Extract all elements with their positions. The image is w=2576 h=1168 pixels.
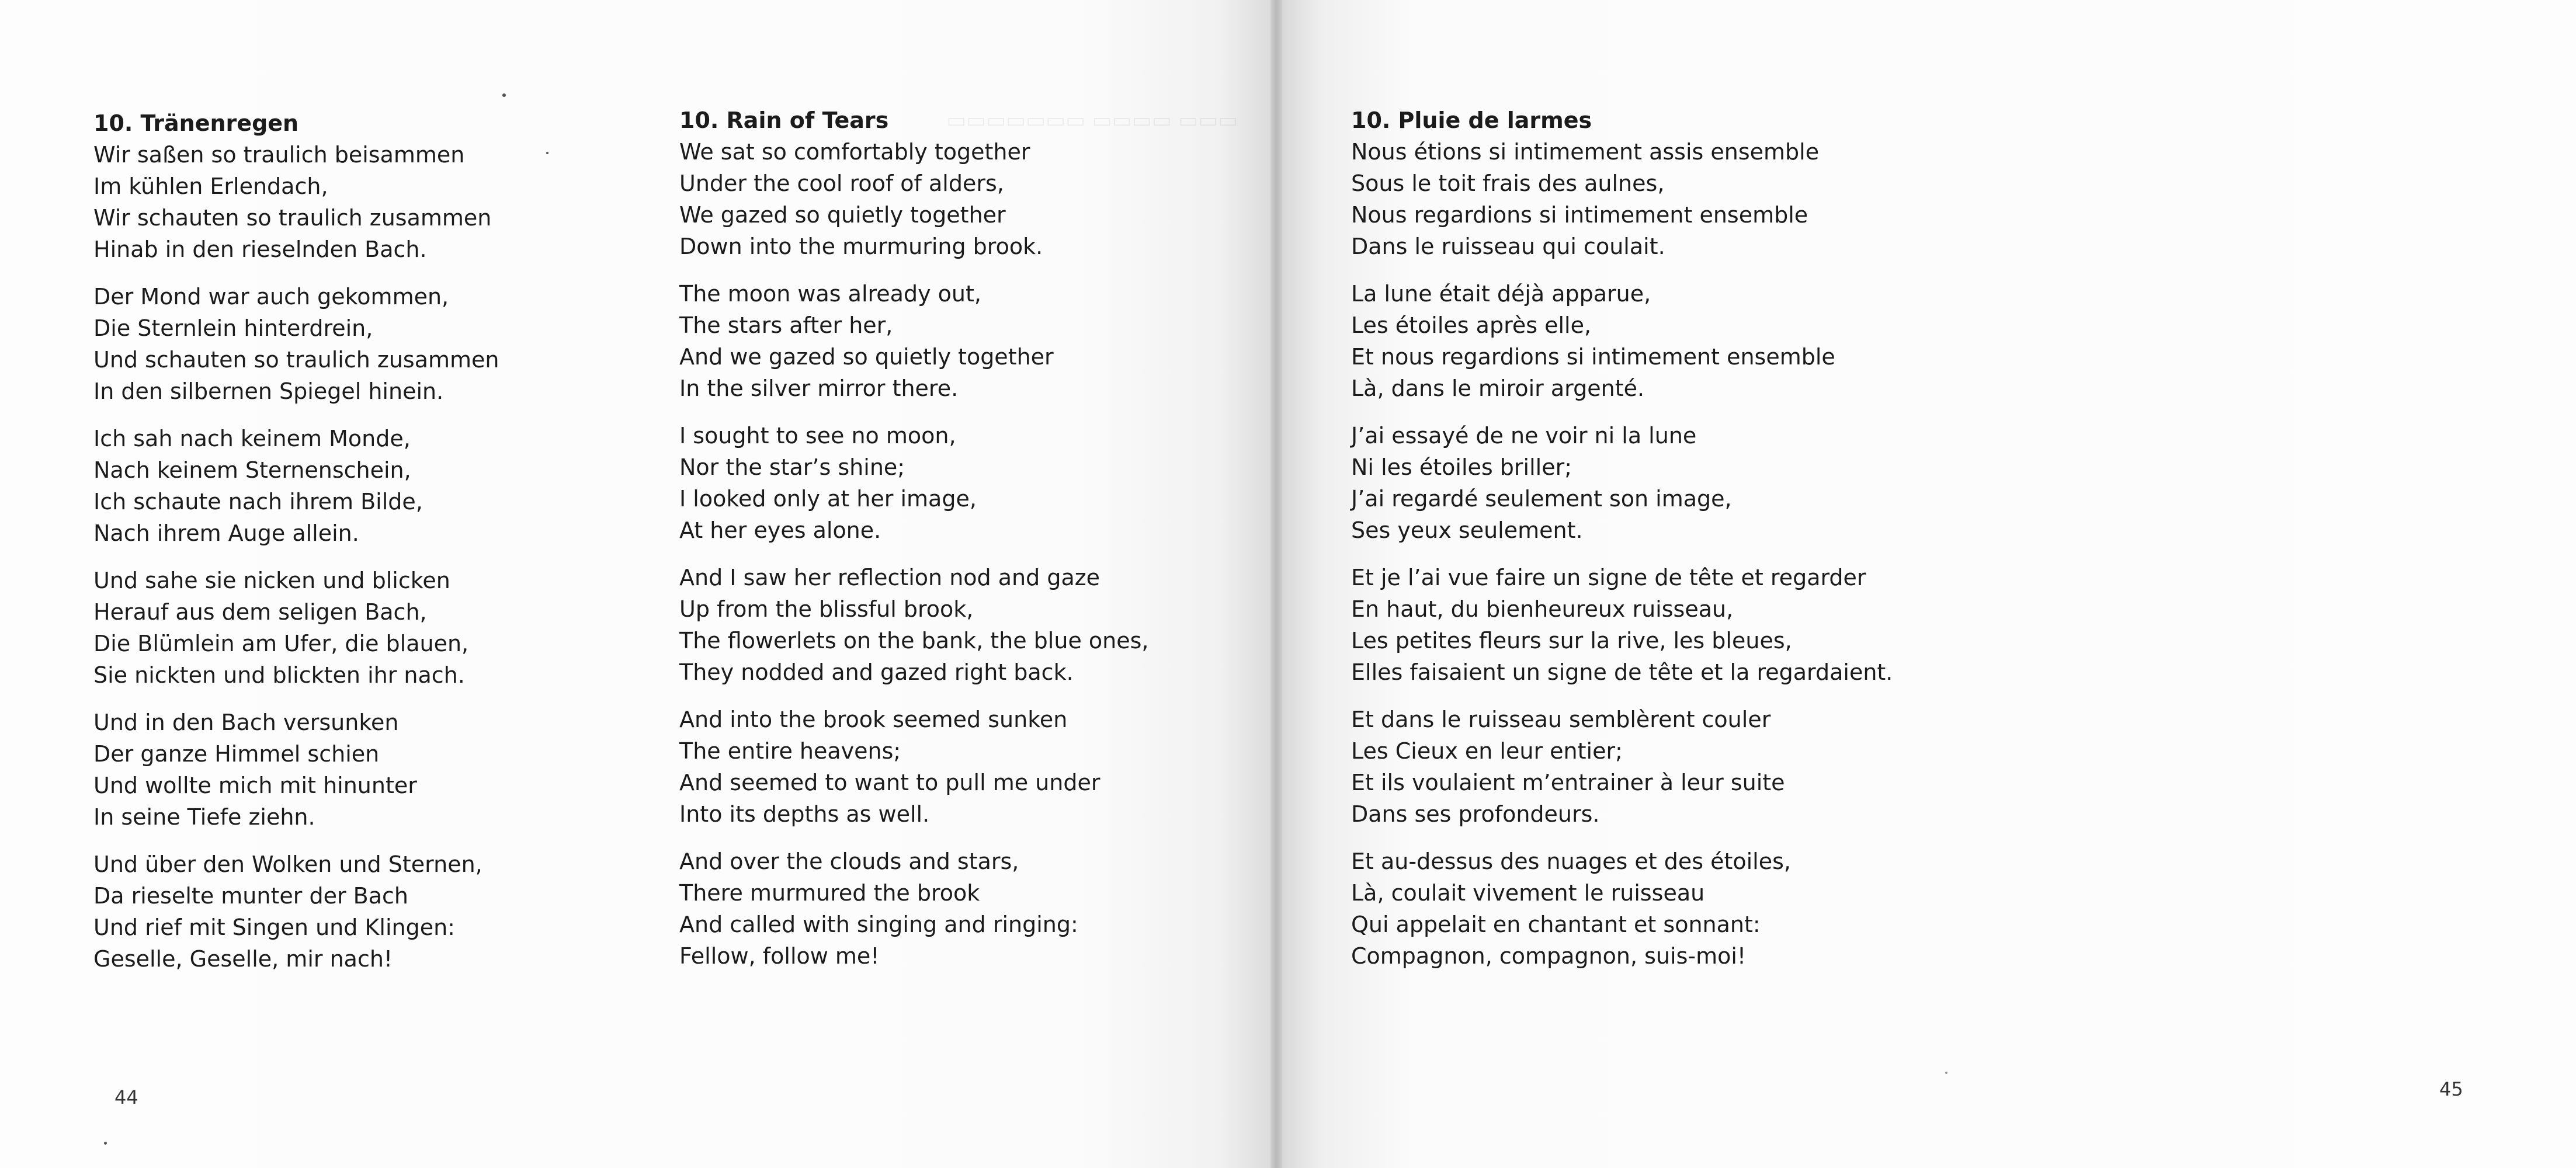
lyric-line: Nous étions si intimement assis ensemble (1351, 139, 1820, 165)
german-lyrics-column (93, 107, 499, 975)
french-lyrics-column (1351, 105, 1893, 972)
lyric-line: Fellow, follow me! (679, 943, 880, 969)
print-speck (104, 1142, 107, 1145)
lyric-line: Les petites fleurs sur la rive, les bleues, (1351, 628, 1792, 653)
lyric-line: Nach ihrem Auge allein. (93, 520, 359, 546)
german-stanza-5 (93, 707, 499, 833)
lyric-line: Les Cieux en leur entier; (1351, 738, 1623, 764)
bleed-through-text: ▭▭▭▭▭▭▭ ▭▭▭▭ ▭▭▭ (946, 109, 1238, 133)
lyric-line: The entire heavens; (679, 738, 901, 764)
lyric-line: And seemed to want to pull me under (679, 770, 1100, 795)
lyric-line: And we gazed so quietly together (679, 344, 1054, 370)
lyric-line: The moon was already out, (679, 281, 981, 307)
lyric-line: We sat so comfortably together (679, 139, 1030, 165)
lyric-line: We gazed so quietly together (679, 202, 1006, 228)
lyric-line: Und rief mit Singen und Klingen: (93, 915, 455, 940)
lyric-line: There murmured the brook (679, 880, 980, 906)
lyric-line: Là, dans le miroir argenté. (1351, 376, 1645, 401)
english-stanza-2 (679, 278, 1149, 404)
lyric-line: Und über den Wolken und Sternen, (93, 851, 482, 877)
lyric-line: In den silbernen Spiegel hinein. (93, 378, 444, 404)
lyric-line: In seine Tiefe ziehn. (93, 804, 315, 830)
lyric-line: Ich sah nach keinem Monde, (93, 426, 411, 451)
lyric-line: Nor the star’s shine; (679, 454, 905, 480)
lyric-line: And I saw her reflection nod and gaze (679, 565, 1100, 590)
lyric-line: Und sahe sie nicken und blicken (93, 568, 450, 593)
lyric-line: Under the cool roof of alders, (679, 171, 1004, 196)
lyric-line: Der Mond war auch gekommen, (93, 284, 449, 310)
lyric-line: Ich schaute nach ihrem Bilde, (93, 489, 423, 515)
lyric-line: Ses yeux seulement. (1351, 517, 1583, 543)
lyric-line: Geselle, Geselle, mir nach! (93, 946, 393, 972)
lyric-line: Et je l’ai vue faire un signe de tête et regarder (1351, 565, 1866, 590)
lyric-line: Nous regardions si intimement ensemble (1351, 202, 1808, 228)
lyric-line: Da rieselte munter der Bach (93, 883, 408, 909)
lyric-line: La lune était déjà apparue, (1351, 281, 1651, 307)
lyric-line: Die Sternlein hinterdrein, (93, 315, 373, 341)
lyric-line: Wir schauten so traulich zusammen (93, 205, 492, 231)
lyric-line: Qui appelait en chantant et sonnant: (1351, 912, 1761, 937)
lyric-line: Elles faisaient un signe de tête et la regardaient. (1351, 659, 1893, 685)
lyric-line: At her eyes alone. (679, 517, 881, 543)
lyric-line: Et ils voulaient m’entrainer à leur suite (1351, 770, 1785, 795)
lyric-line: Dans ses profondeurs. (1351, 801, 1600, 827)
lyric-line: And into the brook seemed sunken (679, 707, 1068, 732)
german-stanza-1 (93, 139, 499, 265)
lyric-line: Les étoiles après elle, (1351, 312, 1592, 338)
german-stanza-4 (93, 565, 499, 691)
lyric-line: Die Blümlein am Ufer, die blauen, (93, 631, 469, 656)
french-stanza-2 (1351, 278, 1893, 404)
page-number-left: 44 (114, 1086, 138, 1108)
french-stanza-5 (1351, 704, 1893, 830)
lyric-line: In the silver mirror there. (679, 376, 959, 401)
lyric-line: I looked only at her image, (679, 486, 977, 512)
french-stanza-3 (1351, 420, 1893, 546)
french-stanza-1 (1351, 136, 1893, 262)
german-stanza-6 (93, 849, 499, 975)
lyric-line: Der ganze Himmel schien (93, 741, 380, 767)
lyric-line: Im kühlen Erlendach, (93, 173, 328, 199)
left-page (0, 0, 1270, 1168)
german-song-title: 10. Tränenregen (93, 110, 299, 136)
lyric-line: Up from the blissful brook, (679, 596, 974, 622)
print-speck (1945, 1072, 1947, 1074)
lyric-line: Compagnon, compagnon, suis-moi! (1351, 943, 1747, 969)
print-speck (546, 152, 548, 154)
lyric-line: Nach keinem Sternenschein, (93, 457, 411, 483)
lyric-line: Et au-dessus des nuages et des étoiles, (1351, 849, 1791, 874)
book-gutter (1270, 0, 1282, 1168)
lyric-line: Hinab in den rieselnden Bach. (93, 237, 427, 262)
english-lyrics-column (679, 105, 1149, 972)
lyric-line: Down into the murmuring brook. (679, 234, 1043, 259)
lyric-line: Und wollte mich mit hinunter (93, 773, 417, 798)
french-song-title: 10. Pluie de larmes (1351, 107, 1592, 133)
lyric-line: Dans le ruisseau qui coulait. (1351, 234, 1665, 259)
lyric-line: Et dans le ruisseau semblèrent couler (1351, 707, 1771, 732)
lyric-line: The stars after her, (679, 312, 893, 338)
english-stanza-5 (679, 704, 1149, 830)
page-number-right: 45 (2439, 1078, 2463, 1100)
lyric-line: Et nous regardions si intimement ensemble (1351, 344, 1835, 370)
lyric-line: They nodded and gazed right back. (679, 659, 1074, 685)
lyric-line: The flowerlets on the bank, the blue ones, (679, 628, 1149, 653)
print-speck (502, 93, 506, 97)
french-stanza-4 (1351, 562, 1893, 688)
english-stanza-3 (679, 420, 1149, 546)
english-stanza-1 (679, 136, 1149, 262)
lyric-line: Herauf aus dem seligen Bach, (93, 599, 427, 625)
lyric-line: Sous le toit frais des aulnes, (1351, 171, 1665, 196)
lyric-line: Là, coulait vivement le ruisseau (1351, 880, 1705, 906)
lyric-line: And called with singing and ringing: (679, 912, 1078, 937)
lyric-line: En haut, du bienheureux ruisseau, (1351, 596, 1734, 622)
lyric-line: Sie nickten und blickten ihr nach. (93, 662, 465, 688)
lyric-line: I sought to see no moon, (679, 423, 956, 449)
lyric-line: Und in den Bach versunken (93, 710, 399, 735)
german-stanza-2 (93, 281, 499, 407)
english-stanza-6 (679, 846, 1149, 972)
german-stanza-3 (93, 423, 499, 549)
lyric-line: Ni les étoiles briller; (1351, 454, 1572, 480)
lyric-line: J’ai essayé de ne voir ni la lune (1351, 423, 1697, 449)
lyric-line: J’ai regardé seulement son image, (1351, 486, 1732, 512)
french-stanza-6 (1351, 846, 1893, 972)
lyric-line: Wir saßen so traulich beisammen (93, 142, 465, 168)
lyric-line: Into its depths as well. (679, 801, 930, 827)
english-song-title: 10. Rain of Tears (679, 107, 889, 133)
lyric-line: Und schauten so traulich zusammen (93, 347, 499, 373)
right-page (1282, 0, 2576, 1168)
lyric-line: And over the clouds and stars, (679, 849, 1019, 874)
english-stanza-4 (679, 562, 1149, 688)
